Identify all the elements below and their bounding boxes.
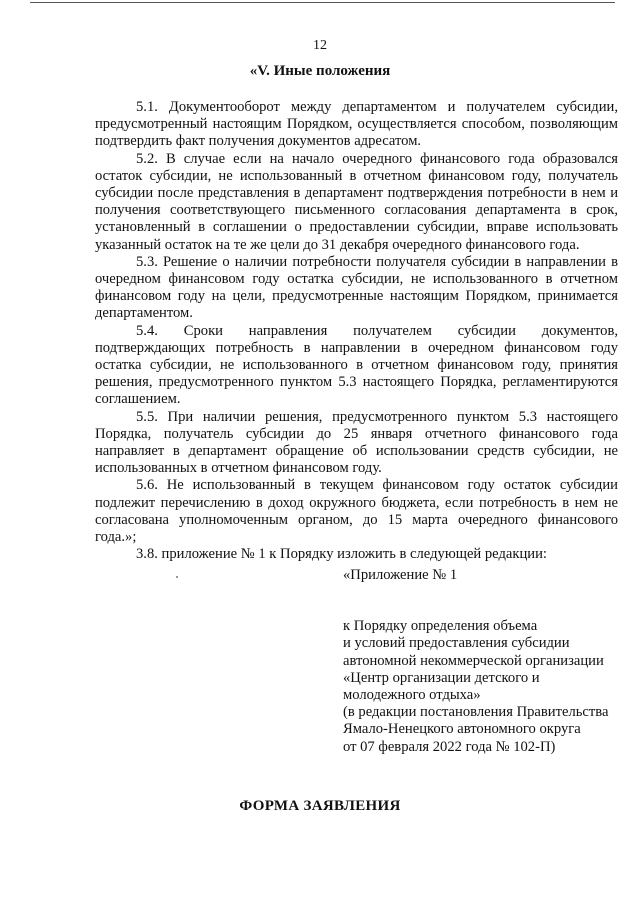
paragraph-5-5: 5.5. При наличии решения, предусмотренного пунктом 5.3 настоящего Порядка, получатель субсидии до 25 января отчетного финансового года направляет в департамент обращение об использовании средств субсидии, не использованных в отчетном финансовом году. — [95, 408, 618, 477]
paragraph-5-2: 5.2. В случае если на начало очередного финансового года образовался остаток субсидии, не использованный в отчетном финансовом году, получатель субсидии после представления в департамент подтверждения потребности в нем и получения соответствующего письменного согласования департамента в срок, установленный в соглашении о предоставлении субсидии, вправе использовать указанный остаток на те же цели до 31 декабря очередного финансового года. — [95, 150, 618, 253]
form-title: ФОРМА ЗАЯВЛЕНИЯ — [239, 798, 401, 814]
document-body — [95, 99, 618, 563]
paragraph-5-4: 5.4. Сроки направления получателем субсидии документов, подтверждающих потребность в направлении в очередном финансовом году остатка субсидии, не использованного в отчетном финансовом году, принятия решения, предусмотренного пунктом 5.3 настоящего Порядка, регламентируются соглашением. — [95, 322, 618, 408]
top-border-line — [30, 2, 615, 3]
appendix-line: и условий предоставления субсидии — [343, 635, 570, 652]
appendix-line: автономной некоммерческой организации — [343, 652, 604, 669]
paragraph-5-1: 5.1. Документооборот между департаментом и получателем субсидии, предусмотренный настоящим Порядком, осуществляется способом, позволяющим подтвердить факт получения документов адресатом. — [95, 99, 618, 150]
section-title: «V. Иные положения — [249, 63, 391, 79]
paragraph-5-3: 5.3. Решение о наличии потребности получателя субсидии в направлении в очередном финансовом году остатка субсидии, не использованного в отчетном финансовом году на цели, предусмотренные настоящим Порядком, принимается департаментом. — [95, 253, 618, 322]
appendix-line: к Порядку определения объема — [343, 618, 538, 635]
paragraph-5-6: 5.6. Не использованный в текущем финансовом году остаток субсидии подлежит перечислению в доход окружного бюджета, если потребность в нем не согласована уполномоченным органом, до 15 марта очередного финансового года.»; — [95, 477, 618, 546]
appendix-line: «Центр организации детского и — [343, 669, 540, 686]
scan-speck — [176, 576, 178, 578]
page-number: 12 — [313, 38, 327, 53]
appendix-line: молодежного отдыха» — [343, 687, 481, 704]
appendix-title: «Приложение № 1 — [343, 567, 458, 583]
appendix-line: Ямало-Ненецкого автономного округа — [343, 721, 581, 738]
appendix-line: (в редакции постановления Правительства — [343, 704, 609, 721]
appendix-header-block — [343, 567, 633, 756]
paragraph-3-8: 3.8. приложение № 1 к Порядку изложить в следующей редакции: — [136, 546, 547, 563]
appendix-line: от 07 февраля 2022 года № 102-П) — [343, 738, 556, 755]
